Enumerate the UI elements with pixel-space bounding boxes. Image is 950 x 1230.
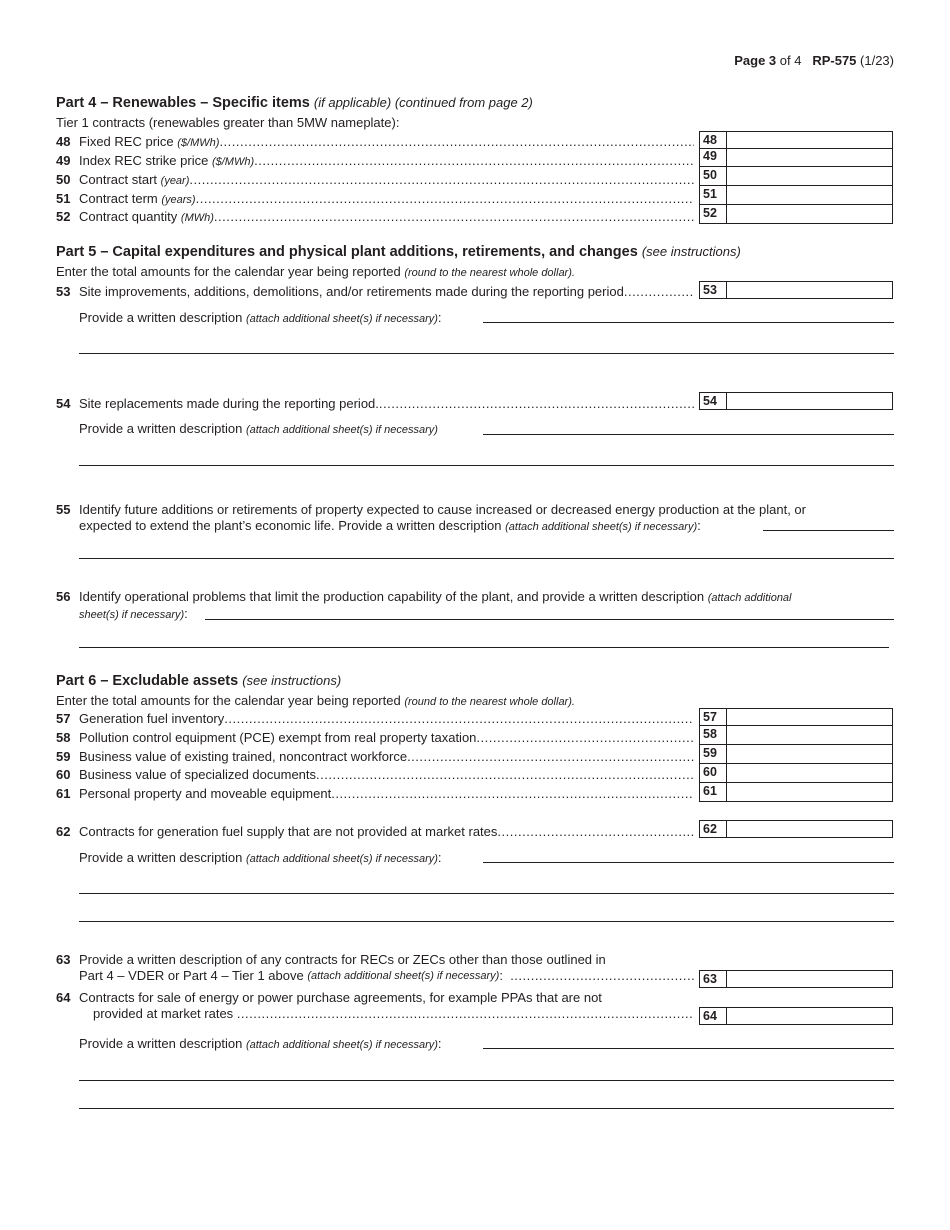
part4-title-text: Part 4 – Renewables – Specific items — [56, 95, 310, 111]
line-60 — [56, 764, 694, 782]
description-line-53b[interactable] — [79, 353, 894, 354]
box-number: 58 — [700, 726, 727, 744]
page-header — [734, 53, 894, 68]
line-number: 63 — [56, 952, 71, 967]
line-64-text1: Contracts for sale of energy or power purchase agreements, for example PPAs that are not — [79, 990, 602, 1005]
field-value[interactable] — [727, 393, 892, 409]
box-number: 59 — [700, 745, 727, 763]
description-line-64b[interactable] — [79, 1080, 894, 1081]
description-line-54a[interactable] — [483, 434, 894, 435]
part5-title-text: Part 5 – Capital expenditures and physical plant additions, retirements, and changes — [56, 244, 638, 260]
line-number: 61 — [56, 786, 71, 801]
line-number: 50 — [56, 172, 71, 187]
line-unit: ($/MWh) — [177, 137, 220, 149]
description-label-53: Provide a written description (attach additional sheet(s) if necessary): — [79, 310, 442, 325]
line-label-text: Contract start — [79, 172, 158, 187]
desc-text: Provide a written description — [79, 310, 243, 325]
leader-dots — [196, 191, 694, 206]
field-value[interactable] — [727, 282, 892, 298]
line-label: Pollution control equipment (PCE) exempt from real property taxation — [79, 730, 477, 745]
field-value[interactable] — [727, 132, 892, 148]
line-number: 55 — [56, 502, 71, 517]
part5-title — [56, 244, 741, 260]
line-58 — [56, 727, 694, 745]
field-value[interactable] — [727, 821, 892, 837]
part6-intro-text: Enter the total amounts for the calendar year being reported — [56, 693, 401, 708]
description-label-62: Provide a written description (attach additional sheet(s) if necessary): — [79, 850, 442, 865]
line-label: Business value of existing trained, noncontract workforce — [79, 749, 408, 764]
line-number: 48 — [56, 134, 71, 149]
field-63[interactable] — [699, 970, 893, 988]
part5-note: (see instructions) — [641, 244, 741, 259]
line-label-text: Fixed REC price — [79, 134, 174, 149]
leader-dots — [331, 786, 694, 801]
field-58[interactable] — [699, 726, 893, 745]
part4-intro: Tier 1 contracts (renewables greater than 5MW nameplate): — [56, 115, 400, 130]
line-55-note: (attach additional sheet(s) if necessary) — [505, 521, 698, 533]
leader-dots — [237, 1006, 694, 1022]
line-64 — [56, 990, 696, 1022]
field-49[interactable] — [699, 148, 893, 167]
line-59 — [56, 746, 694, 764]
leader-dots — [497, 824, 694, 839]
line-number: 60 — [56, 767, 71, 782]
part4-note: (if applicable) (continued from page 2) — [313, 95, 533, 110]
field-value[interactable] — [727, 205, 892, 223]
part5-intro-note: (round to the nearest whole dollar). — [404, 267, 575, 279]
description-line-53a[interactable] — [483, 322, 894, 323]
description-label-64: Provide a written description (attach additional sheet(s) if necessary): — [79, 1036, 442, 1051]
line-55: 55 Identify future additions or retirements of property expected to cause increased or decreased energy production at the plant, or expected to extend the plant’s economic life. Provide a written description (attach additional sheet(s) if necessary): — [56, 502, 806, 533]
field-value[interactable] — [727, 167, 892, 185]
leader-dots — [476, 730, 694, 745]
leader-dots — [510, 968, 694, 984]
part5-intro — [56, 264, 575, 279]
line-unit: (year) — [160, 175, 190, 187]
field-value[interactable] — [727, 726, 892, 744]
desc-text: Provide a written description — [79, 421, 243, 436]
leader-dots — [219, 134, 694, 149]
line-number: 59 — [56, 749, 71, 764]
part6-intro — [56, 693, 575, 708]
field-57[interactable] — [699, 708, 893, 726]
field-value[interactable] — [727, 764, 892, 782]
line-label: Contracts for generation fuel supply that are not provided at market rates — [79, 824, 498, 839]
leader-dots — [624, 284, 694, 299]
line-51 — [56, 188, 694, 206]
box-number: 61 — [700, 783, 727, 801]
box-number: 54 — [700, 393, 727, 409]
leader-dots — [214, 209, 694, 224]
line-label — [79, 209, 214, 224]
line-64-text2: provided at market rates — [93, 1006, 234, 1021]
part4-title — [56, 95, 533, 111]
line-number: 56 — [56, 589, 71, 604]
box-number: 64 — [700, 1008, 727, 1024]
field-62[interactable] — [699, 820, 893, 838]
box-number: 57 — [700, 709, 727, 725]
field-value[interactable] — [727, 783, 892, 801]
page-total: of 4 — [779, 53, 802, 68]
field-value[interactable] — [727, 1008, 892, 1024]
leader-dots — [189, 172, 694, 187]
field-value[interactable] — [727, 745, 892, 763]
field-60[interactable] — [699, 764, 893, 783]
line-label: Generation fuel inventory — [79, 711, 225, 726]
form-revision: (1/23) — [860, 53, 894, 68]
description-line-62b[interactable] — [79, 893, 894, 894]
line-label: Site replacements made during the reporting period. — [79, 396, 379, 411]
line-label: Site improvements, additions, demolitions, and/or retirements made during the reporting period — [79, 284, 624, 299]
box-number: 51 — [700, 186, 727, 204]
line-50 — [56, 169, 694, 187]
field-48[interactable] — [699, 131, 893, 149]
line-number: 62 — [56, 824, 71, 839]
desc-note: (attach additional sheet(s) if necessary) — [245, 424, 438, 436]
line-label: Business value of specialized documents — [79, 767, 317, 782]
leader-dots — [224, 711, 694, 726]
line-54 — [56, 393, 694, 411]
part6-title — [56, 673, 341, 689]
line-56-note2: sheet(s) if necessary) — [79, 609, 185, 621]
field-61[interactable] — [699, 783, 893, 802]
description-line-64c[interactable] — [79, 1108, 894, 1109]
leader-dots — [254, 153, 694, 168]
line-label — [79, 191, 196, 206]
line-number: 57 — [56, 711, 71, 726]
line-52 — [56, 206, 694, 224]
line-57 — [56, 708, 694, 726]
box-number: 53 — [700, 282, 727, 298]
line-unit: (years) — [161, 194, 196, 206]
line-number: 54 — [56, 396, 71, 411]
line-label-text: Contract term — [79, 191, 158, 206]
line-49 — [56, 150, 694, 168]
form-number: RP-575 — [812, 53, 857, 68]
line-56-text1: Identify operational problems that limit the production capability of the plant, and provide a written description — [79, 589, 705, 604]
description-line-55a[interactable] — [763, 530, 894, 531]
desc-text: Provide a written description — [79, 850, 243, 865]
description-line-56a[interactable] — [205, 619, 894, 620]
part6-intro-note: (round to the nearest whole dollar). — [404, 696, 575, 708]
line-label — [79, 172, 189, 187]
description-line-62c[interactable] — [79, 921, 894, 922]
description-line-62a[interactable] — [483, 862, 894, 863]
field-50[interactable] — [699, 167, 893, 186]
description-line-54b[interactable] — [79, 465, 894, 466]
leader-dots — [407, 749, 694, 764]
line-53 — [56, 281, 694, 299]
part6-title-text: Part 6 – Excludable assets — [56, 673, 239, 689]
part5-intro-text: Enter the total amounts for the calendar year being reported — [56, 264, 401, 279]
part6-note: (see instructions) — [242, 673, 342, 688]
line-56: 56 Identify operational problems that limit the production capability of the plant, and provide a written description (attach additional sheet(s) if necessary): — [56, 589, 792, 621]
line-62 — [56, 821, 694, 839]
line-number: 51 — [56, 191, 71, 206]
field-value[interactable] — [727, 971, 892, 987]
line-unit: (MWh) — [180, 212, 214, 224]
field-51[interactable] — [699, 186, 893, 205]
leader-dots — [316, 767, 694, 782]
field-59[interactable] — [699, 745, 893, 764]
box-number: 63 — [700, 971, 727, 987]
leader-dots — [379, 396, 694, 411]
line-label: Personal property and moveable equipment — [79, 786, 332, 801]
line-label-text: Contract quantity — [79, 209, 178, 224]
box-number: 48 — [700, 132, 727, 148]
line-number: 64 — [56, 990, 71, 1005]
desc-note: (attach additional sheet(s) if necessary) — [245, 853, 438, 865]
desc-note: (attach additional sheet(s) if necessary) — [245, 1039, 438, 1051]
field-value[interactable] — [727, 148, 892, 166]
line-label — [79, 153, 254, 168]
line-number: 58 — [56, 730, 71, 745]
box-number: 60 — [700, 764, 727, 782]
desc-text: Provide a written description — [79, 1036, 243, 1051]
description-line-56b[interactable] — [79, 647, 889, 648]
box-number: 50 — [700, 167, 727, 185]
description-line-55b[interactable] — [79, 558, 894, 559]
field-value[interactable] — [727, 709, 892, 725]
box-number: 52 — [700, 205, 727, 223]
line-61 — [56, 783, 694, 801]
line-63-text1: Provide a written description of any contracts for RECs or ZECs other than those outlined in — [79, 952, 606, 967]
box-number: 62 — [700, 821, 727, 837]
line-label — [79, 134, 219, 149]
line-63-text2: Part 4 – VDER or Part 4 – Tier 1 above — [79, 968, 304, 983]
field-54[interactable] — [699, 392, 893, 410]
description-line-64a[interactable] — [483, 1048, 894, 1049]
desc-note: (attach additional sheet(s) if necessary) — [245, 313, 438, 325]
field-53[interactable] — [699, 281, 893, 299]
line-63: 63 Provide a written description of any contracts for RECs or ZECs other than those outlined in Part 4 – VDER or Part 4 – Tier 1 above (attach additional sheet(s) if necessary) : ..... — [56, 952, 696, 984]
line-number: 52 — [56, 209, 71, 224]
line-63-note: (attach additional sheet(s) if necessary) — [307, 970, 500, 982]
page-number: Page 3 — [734, 53, 777, 68]
line-55-text1: Identify future additions or retirements of property expected to cause increased or decreased energy production at the plant, or — [79, 502, 806, 517]
description-label-54 — [79, 421, 438, 436]
line-56-note1: (attach additional — [707, 592, 792, 604]
field-value[interactable] — [727, 186, 892, 204]
line-unit: ($/MWh) — [211, 156, 255, 168]
box-number: 49 — [700, 148, 727, 166]
line-48 — [56, 131, 694, 149]
line-label-text: Index REC strike price — [79, 153, 209, 168]
field-52[interactable] — [699, 205, 893, 224]
line-number: 53 — [56, 284, 71, 299]
line-number: 49 — [56, 153, 71, 168]
field-64[interactable] — [699, 1007, 893, 1025]
line-55-text2: expected to extend the plant’s economic life. Provide a written description — [79, 518, 502, 533]
